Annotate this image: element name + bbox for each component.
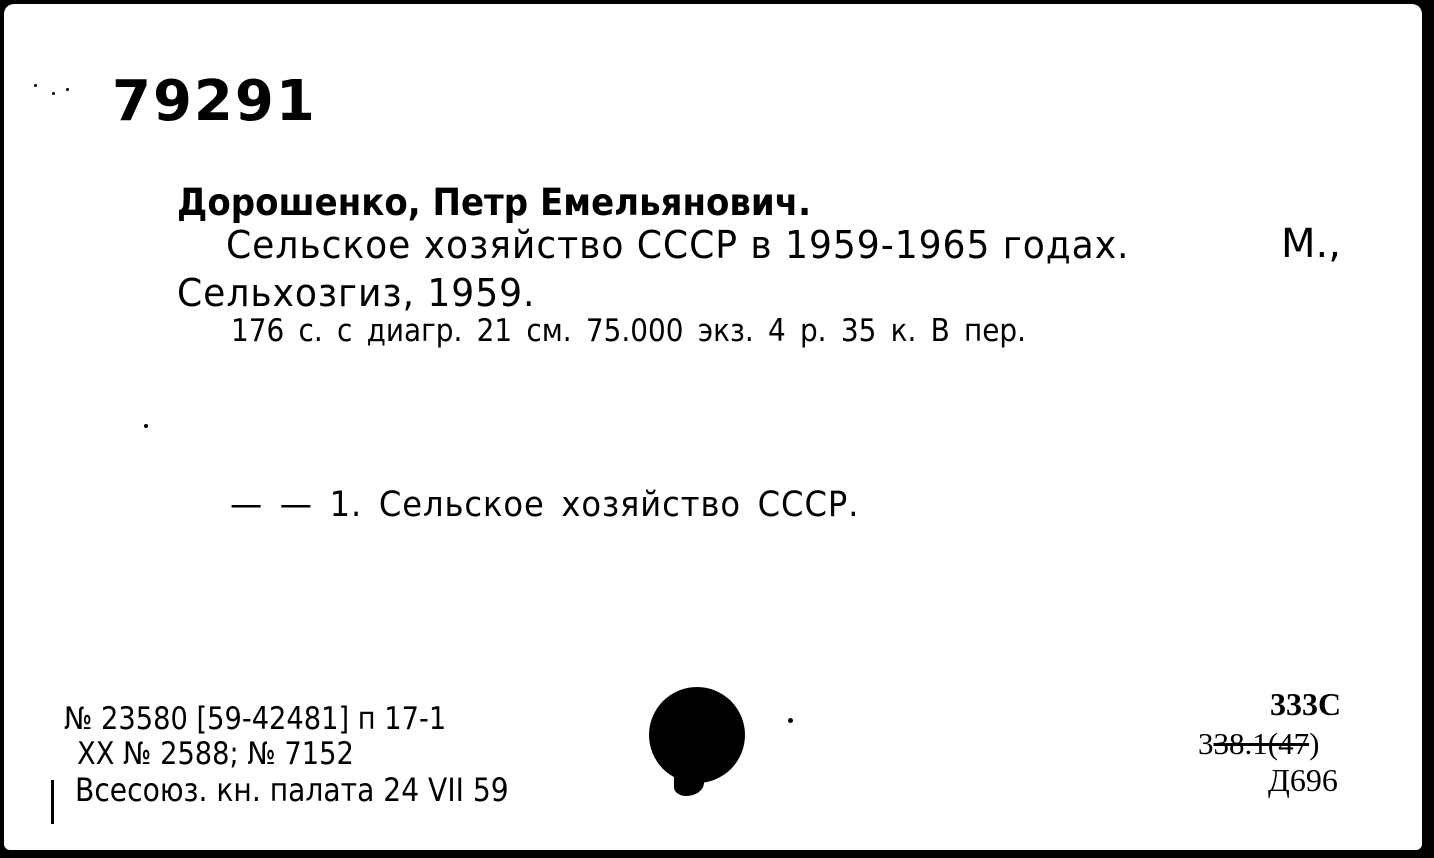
author-heading: Дорошенко, Петр Емельянович. bbox=[177, 181, 812, 224]
registration-line-3: Всесоюз. кн. палата 24 VII 59 bbox=[75, 771, 509, 809]
speck-mark bbox=[144, 424, 148, 428]
collation-line: 176 с. с диагр. 21 см. 75.000 экз. 4 р. 35 к. В пер. bbox=[231, 313, 1026, 349]
speck-mark bbox=[788, 718, 793, 723]
old-class-code bbox=[1198, 728, 1319, 759]
speck-mark bbox=[34, 84, 37, 87]
inventory-number: 79291 bbox=[112, 69, 317, 134]
punch-hole bbox=[649, 687, 745, 783]
title-line-1: Сельское хозяйство СССР в 1959-1965 годах. bbox=[226, 223, 1130, 267]
author-mark: Д696 bbox=[1268, 762, 1338, 798]
title-line-2: Сельхозгиз, 1959. bbox=[177, 271, 536, 315]
old-class-prefix: 3 bbox=[1198, 726, 1214, 761]
old-class-struck: 38.1(47 bbox=[1213, 726, 1310, 761]
margin-line-mark bbox=[51, 780, 54, 824]
catalog-card bbox=[4, 4, 1422, 850]
registration-line-2: XX № 2588; № 7152 bbox=[77, 736, 354, 772]
old-class-suffix: ) bbox=[1309, 726, 1320, 761]
publication-place: М., bbox=[1281, 221, 1341, 267]
speck-mark bbox=[66, 88, 69, 91]
subject-heading: — — 1. Сельское хозяйство СССР. bbox=[230, 485, 860, 525]
registration-line-1: № 23580 [59-42481] п 17-1 bbox=[64, 701, 447, 737]
speck-mark bbox=[52, 92, 55, 95]
class-code: 333С bbox=[1270, 686, 1342, 722]
punch-hole-tear bbox=[674, 774, 704, 796]
